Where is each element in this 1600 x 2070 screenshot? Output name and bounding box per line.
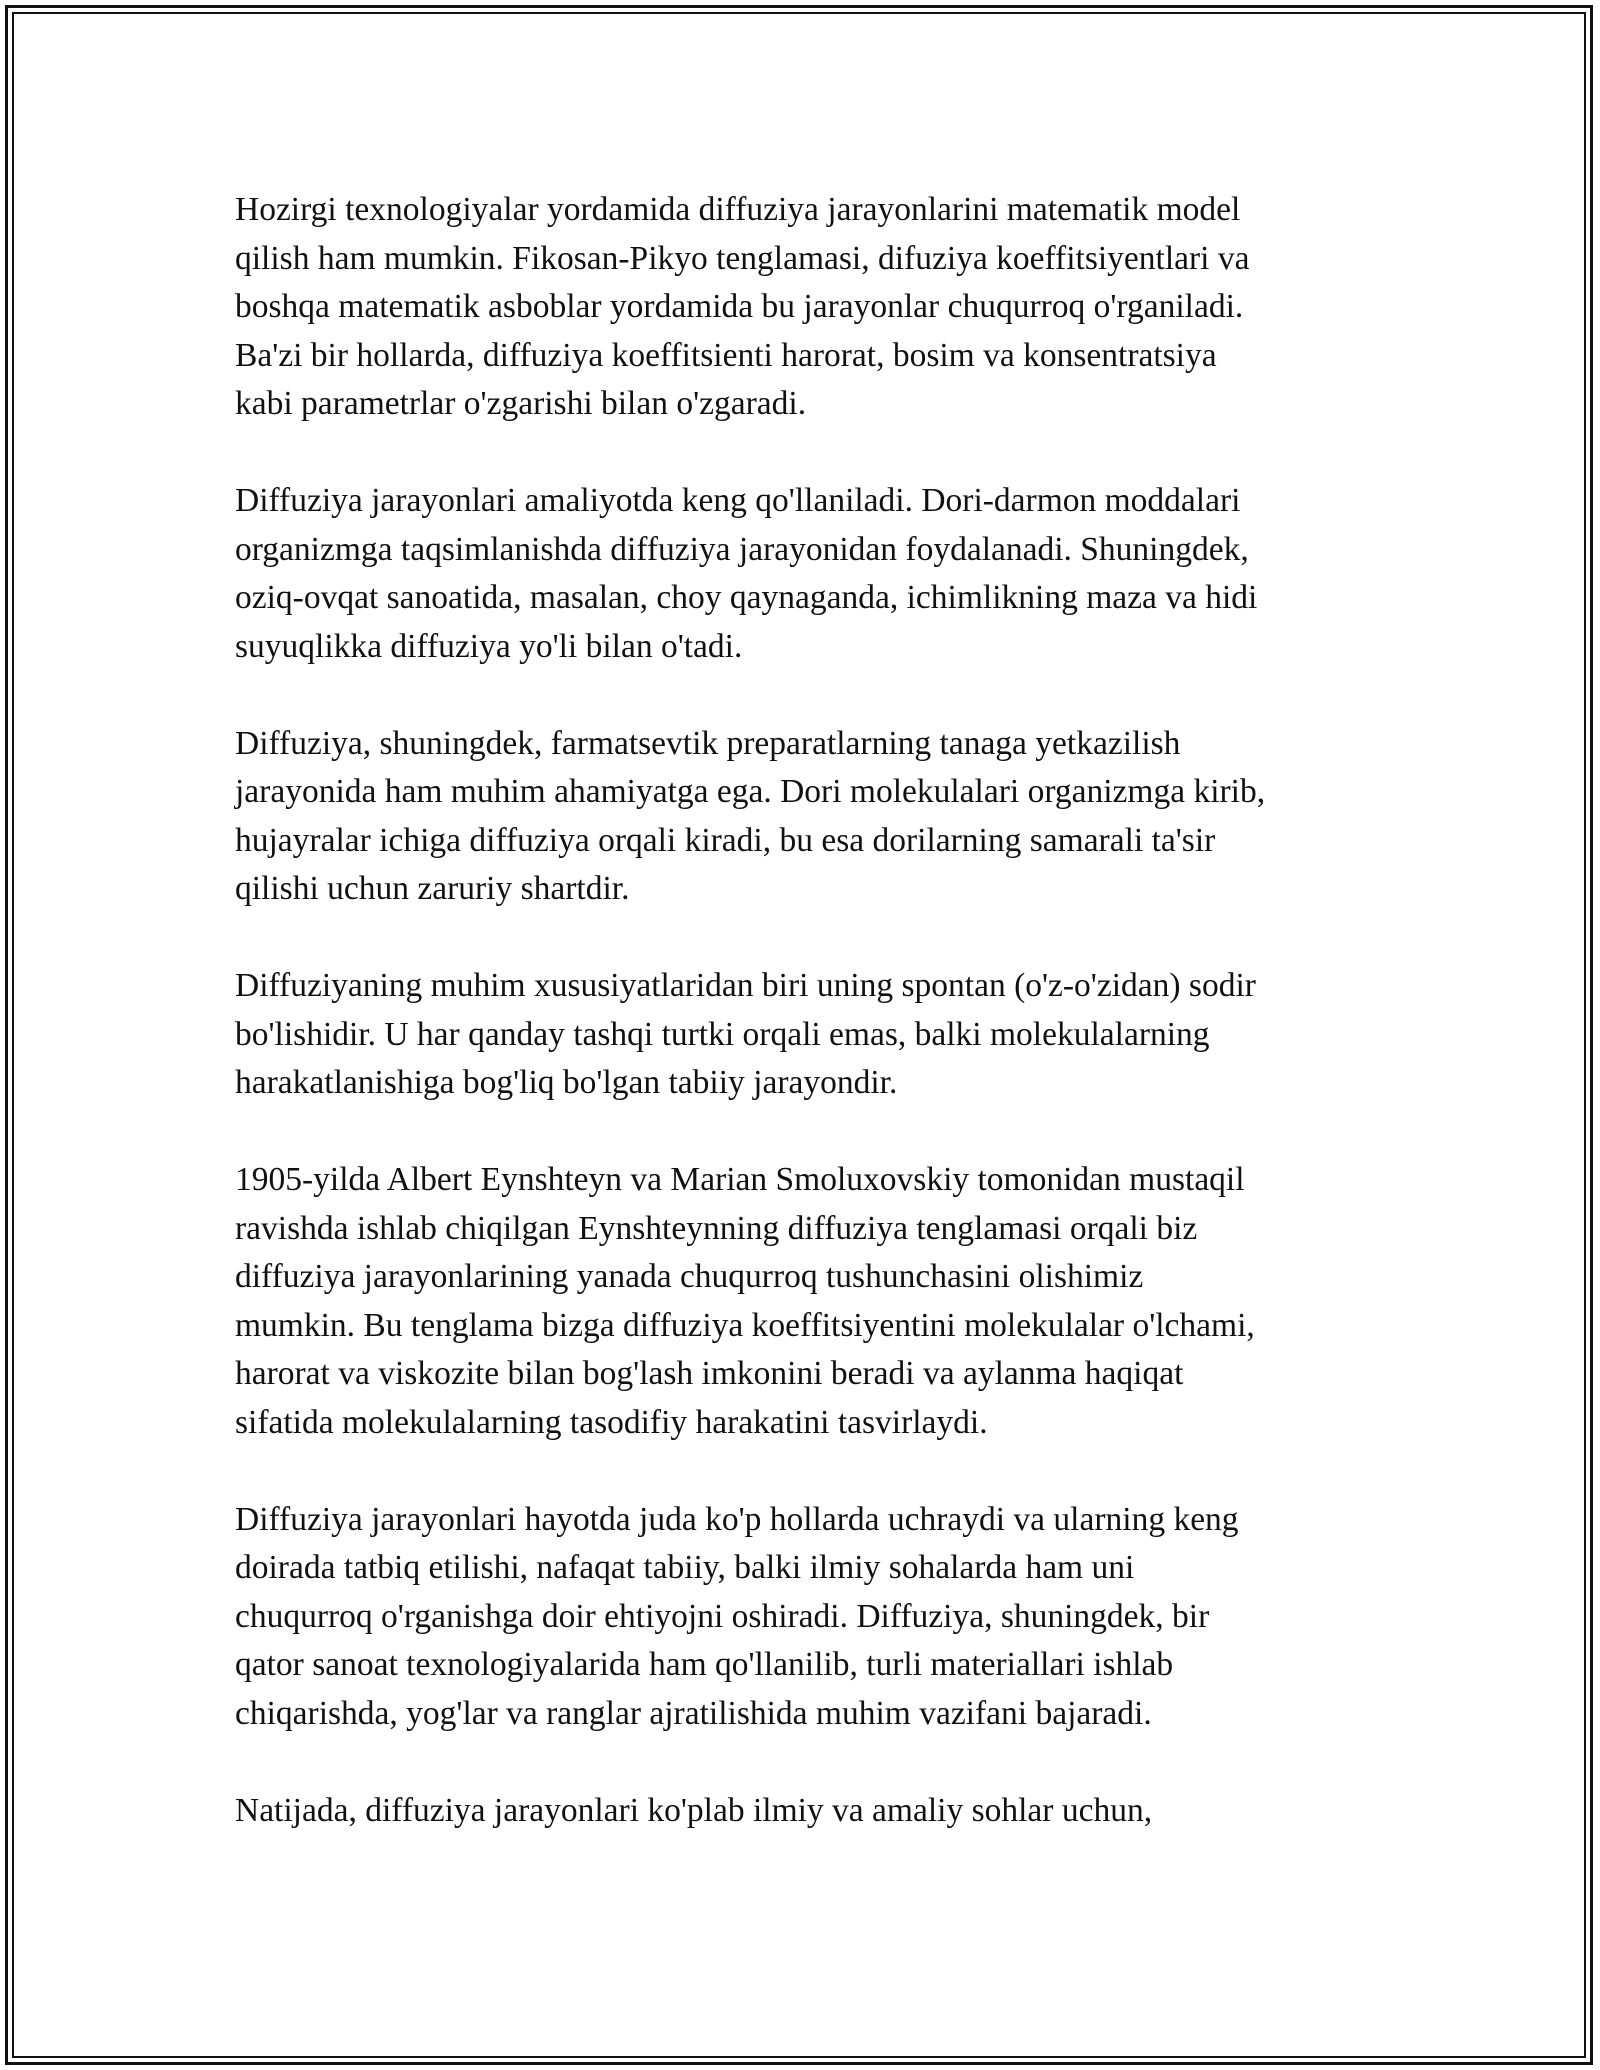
paragraph-4: Diffuziyaning muhim xususiyatlaridan biri uning spontan (o'z-o'zidan) sodir bo'lishidir. U har qanday tashqi turtki orqali emas, balki molekulalarning harakatlanishiga bog'liq bo'lgan tabiiy jarayondir. [235,967,1256,1101]
paragraph-2: Diffuziya jarayonlari amaliyotda keng qo'llaniladi. Dori-darmon moddalari organizmga taqsimlanishda diffuziya jarayonidan foydalanadi. Shuningdek, oziq-ovqat sanoatida, masalan, choy qaynaganda, ichimlikning maza va hidi suyuqlikka diffuziya yo'li bilan o'tadi. [235,482,1258,665]
paragraph-6: Diffuziya jarayonlari hayotda juda ko'p hollarda uchraydi va ularning keng doirada tatbiq etilishi, nafaqat tabiiy, balki ilmiy sohalarda ham uni chuqurroq o'rganishga doir ehtiyojni oshiradi. Diffuziya, shuningdek, bir qator sanoat texnologiyalarida ham qo'llanilib, turli materiallari ishlab chiqarishda, yog'lar va ranglar ajratilishida muhim vazifani bajaradi. [235,1500,1239,1732]
paragraph-1: Hozirgi texnologiyalar yordamida diffuziya jarayonlarini matematik model qilish ham mumkin. Fikosan-Pikyo tenglamasi, difuziya koeffitsiyentlari va boshqa matematik asboblar yordamida bu jarayonlar chuqurroq o'rganiladi. Ba'zi bir hollarda, diffuziya koeffitsienti harorat, bosim va konsentratsiya kabi parametrlar o'zgarishi bilan o'zgaradi. [235,191,1250,422]
document-body [235,186,1375,1884]
paragraph-5: 1905-yilda Albert Eynshteyn va Marian Smoluxovskiy tomonidan mustaqil ravishda ishlab chiqilgan Eynshteynning diffuziya tenglamasi orqali biz diffuziya jarayonlarining yanada chuqurroq tushunchasini olishimiz mumkin. Bu tenglama bizga diffuziya koeffitsiyentini molekulalar o'lchami, harorat va viskozite bilan bog'lash imkonini beradi va aylanma haqiqat sifatida molekulalarning tasodifiy harakatini tasvirlaydi. [235,1161,1255,1441]
paragraph-7: Natijada, diffuziya jarayonlari ko'plab ilmiy va amaliy sohlar uchun, [235,1791,1153,1829]
paragraph-3: Diffuziya, shuningdek, farmatsevtik preparatlarning tanaga yetkazilish jarayonida ham muhim ahamiyatga ega. Dori molekulalari organizmga kirib, hujayralar ichiga diffuziya orqali kiradi, bu esa dorilarning samarali ta'sir qilishi uchun zaruriy shartdir. [235,724,1266,907]
